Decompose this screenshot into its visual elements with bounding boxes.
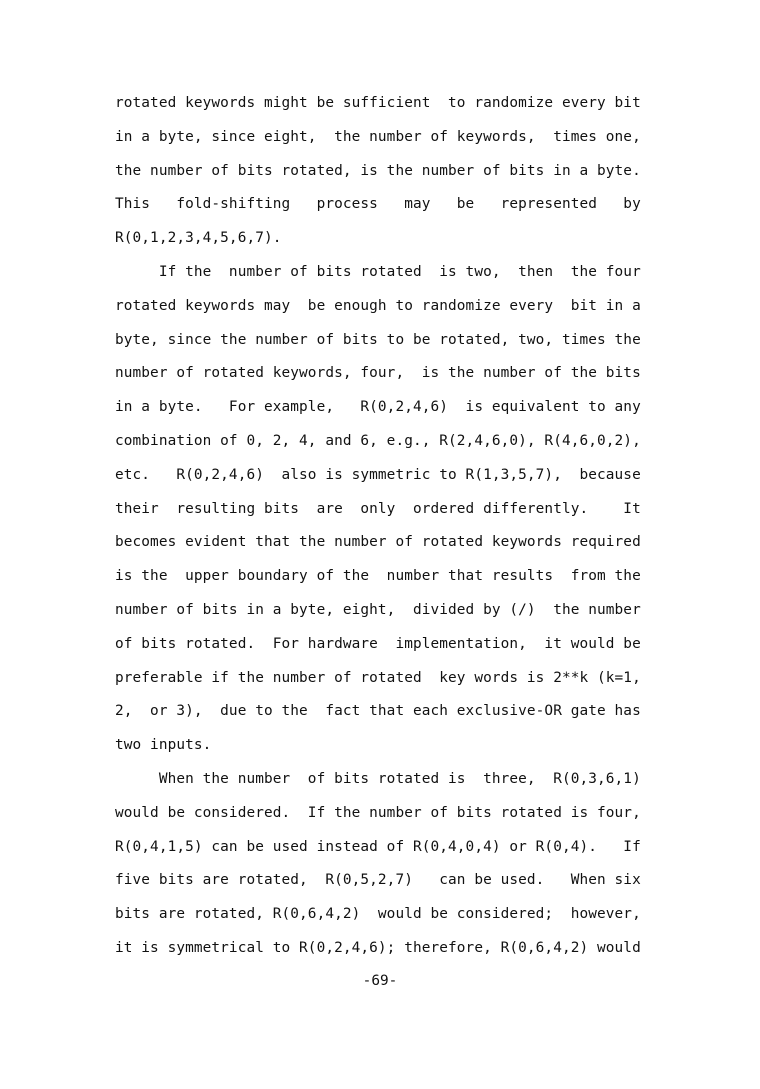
text-line: it is symmetrical to R(0,2,4,6); therefore, R(0,6,4,2) would <box>115 939 641 956</box>
text-line: would be considered. If the number of bits rotated is four, <box>115 804 641 821</box>
text-line: in a byte. For example, R(0,2,4,6) is equivalent to any <box>115 399 641 416</box>
text-line: in a byte, since eight, the number of keywords, times one, <box>115 128 641 145</box>
text-line: combination of 0, 2, 4, and 6, e.g., R(2,4,6,0), R(4,6,0,2), <box>115 432 641 449</box>
text-line: is the upper boundary of the number that results from the <box>115 568 641 585</box>
page-number: -69- <box>362 973 398 989</box>
text-line: If the number of bits rotated is two, then the four <box>115 263 641 280</box>
text-line: bits are rotated, R(0,6,4,2) would be considered; however, <box>115 906 641 923</box>
text-line: preferable if the number of rotated key words is 2**k (k=1, <box>115 669 641 686</box>
text-line: five bits are rotated, R(0,5,2,7) can be used. When six <box>115 872 641 889</box>
text-line: When the number of bits rotated is three, R(0,3,6,1) <box>115 770 641 787</box>
text-line: 2, or 3), due to the fact that each exclusive-OR gate has <box>115 703 641 720</box>
text-line: the number of bits rotated, is the number of bits in a byte. <box>115 162 641 179</box>
text-line: byte, since the number of bits to be rotated, two, times the <box>115 331 641 348</box>
text-line: number of rotated keywords, four, is the number of the bits <box>115 365 641 382</box>
text-line: etc. R(0,2,4,6) also is symmetric to R(1,3,5,7), because <box>115 466 641 483</box>
text-line: R(0,1,2,3,4,5,6,7). <box>115 230 282 247</box>
text-line: rotated keywords may be enough to randomize every bit in a <box>115 297 641 314</box>
text-line: number of bits in a byte, eight, divided by (/) the number <box>115 601 641 618</box>
text-line: This fold-shifting process may be represented by <box>115 196 641 213</box>
document-body <box>115 92 675 971</box>
text-line: their resulting bits are only ordered differently. It <box>115 500 641 517</box>
text-line: two inputs. <box>115 737 212 754</box>
text-line: becomes evident that the number of rotated keywords required <box>115 534 641 551</box>
text-line: of bits rotated. For hardware implementation, it would be <box>115 635 641 652</box>
text-line: R(0,4,1,5) can be used instead of R(0,4,0,4) or R(0,4). If <box>115 838 641 855</box>
text-line: rotated keywords might be sufficient to randomize every bit <box>115 95 641 111</box>
